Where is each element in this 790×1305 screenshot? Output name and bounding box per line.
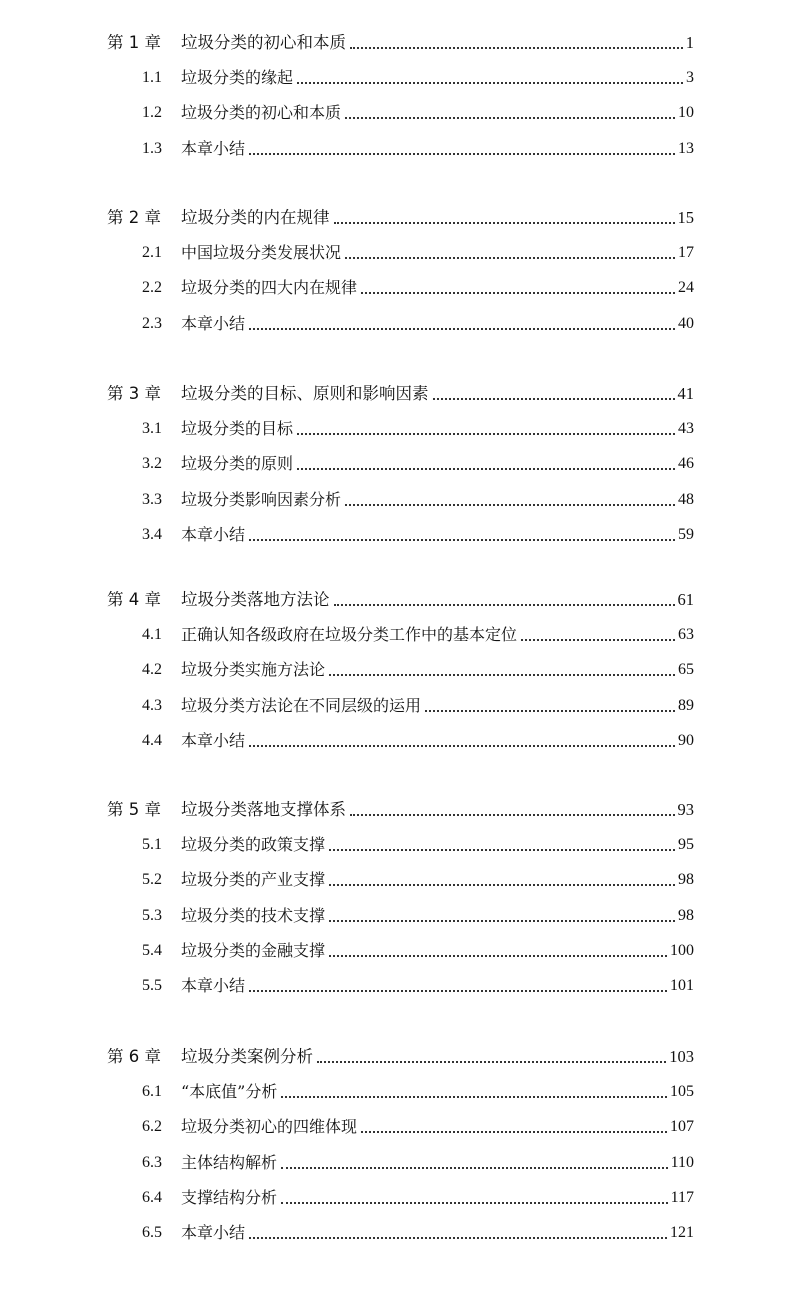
dot-leader: [345, 116, 675, 119]
dot-leader: [329, 954, 667, 957]
section-title: “本底值”分析: [181, 1082, 278, 1101]
section-number: 4.2: [142, 661, 162, 678]
dot-leader: [249, 744, 675, 747]
section-title: 垃圾分类的原则: [181, 454, 294, 473]
section-number: 3.1: [142, 420, 162, 437]
dot-leader: [345, 256, 675, 259]
chapter-number: 第 1 章: [107, 33, 161, 52]
section-number: 6.5: [142, 1224, 162, 1241]
toc-section-entry[interactable]: [0, 96, 790, 130]
toc-chapter-entry[interactable]: [0, 583, 790, 617]
dot-leader: [361, 291, 675, 294]
dot-leader: [425, 709, 675, 712]
page-number: 105: [670, 1083, 694, 1100]
section-title: 垃圾分类初心的四维体现: [181, 1117, 358, 1136]
section-title: 垃圾分类的产业支撑: [181, 870, 326, 889]
page-number: 65: [678, 661, 694, 678]
section-title: 垃圾分类的初心和本质: [181, 103, 342, 122]
section-number: 1.1: [142, 69, 162, 86]
chapter-number: 第 4 章: [107, 590, 161, 609]
dot-leader: [350, 46, 683, 49]
section-title: 垃圾分类的金融支撑: [181, 941, 326, 960]
dot-leader: [281, 1201, 668, 1204]
dot-leader: [329, 848, 675, 851]
dot-leader: [249, 152, 675, 155]
toc-section-entry[interactable]: [0, 61, 790, 95]
page-number: 100: [670, 942, 694, 959]
page-number: 59: [678, 526, 694, 543]
dot-leader: [297, 467, 675, 470]
toc-section-entry[interactable]: [0, 1216, 790, 1250]
page-number: 98: [678, 871, 694, 888]
section-title: 支撑结构分析: [181, 1188, 278, 1207]
section-number: 4.1: [142, 626, 162, 643]
dot-leader: [249, 989, 667, 992]
dot-leader: [281, 1166, 668, 1169]
section-number: 6.4: [142, 1189, 162, 1206]
page-number: 110: [670, 1154, 694, 1171]
dot-leader: [297, 81, 683, 84]
toc-section-entry[interactable]: [0, 236, 790, 270]
section-title: 垃圾分类的目标: [181, 419, 294, 438]
page-number: 107: [670, 1118, 694, 1135]
section-title: 本章小结: [181, 314, 246, 333]
dot-leader: [329, 919, 675, 922]
dot-leader: [334, 603, 675, 606]
page-number: 40: [678, 315, 694, 332]
section-number: 3.4: [142, 526, 162, 543]
page-number: 41: [677, 384, 694, 403]
page-number: 43: [678, 420, 694, 437]
chapter-title: 垃圾分类案例分析: [181, 1047, 313, 1066]
section-title: 垃圾分类的四大内在规律: [181, 278, 358, 297]
page-number: 101: [670, 977, 694, 994]
toc-section-entry[interactable]: [0, 618, 790, 652]
page-number: 1: [685, 33, 694, 52]
section-number: 2.3: [142, 315, 162, 332]
section-title: 本章小结: [181, 731, 246, 750]
section-title: 垃圾分类方法论在不同层级的运用: [181, 696, 422, 715]
page-number: 24: [678, 279, 694, 296]
toc-section-entry[interactable]: [0, 307, 790, 341]
dot-leader: [345, 503, 675, 506]
dot-leader: [521, 638, 675, 641]
page-number: 117: [670, 1189, 694, 1206]
section-number: 2.1: [142, 244, 162, 261]
toc-section-entry[interactable]: [0, 828, 790, 862]
section-number: 5.4: [142, 942, 162, 959]
toc-section-entry[interactable]: [0, 689, 790, 723]
dot-leader: [249, 538, 675, 541]
chapter-number: 第 5 章: [107, 800, 161, 819]
chapter-title: 垃圾分类的初心和本质: [181, 33, 346, 52]
page-number: 103: [669, 1047, 694, 1066]
toc-section-entry[interactable]: [0, 412, 790, 446]
dot-leader: [297, 432, 675, 435]
section-number: 6.2: [142, 1118, 162, 1135]
chapter-title: 垃圾分类落地方法论: [181, 590, 330, 609]
toc-chapter-entry[interactable]: [0, 1040, 790, 1074]
toc-chapter-entry[interactable]: [0, 26, 790, 60]
toc-section-entry[interactable]: [0, 724, 790, 758]
section-title: 本章小结: [181, 139, 246, 158]
dot-leader: [317, 1060, 666, 1063]
section-title: 垃圾分类的技术支撑: [181, 906, 326, 925]
toc-section-entry[interactable]: [0, 447, 790, 481]
toc-section-entry[interactable]: [0, 1075, 790, 1109]
toc-section-entry[interactable]: [0, 1181, 790, 1215]
section-number: 1.2: [142, 104, 162, 121]
section-number: 6.1: [142, 1083, 162, 1100]
chapter-title: 垃圾分类的目标、原则和影响因素: [181, 384, 429, 403]
page-number: 63: [678, 626, 694, 643]
toc-section-entry[interactable]: [0, 934, 790, 968]
toc-section-entry[interactable]: [0, 1110, 790, 1144]
dot-leader: [281, 1095, 667, 1098]
page-number: 15: [677, 208, 694, 227]
page-number: 48: [678, 491, 694, 508]
section-number: 1.3: [142, 140, 162, 157]
section-title: 中国垃圾分类发展状况: [181, 243, 342, 262]
section-number: 5.3: [142, 907, 162, 924]
section-number: 2.2: [142, 279, 162, 296]
section-number: 5.2: [142, 871, 162, 888]
section-title: 垃圾分类的缘起: [181, 68, 294, 87]
chapter-number: 第 6 章: [107, 1047, 161, 1066]
chapter-number: 第 3 章: [107, 384, 161, 403]
dot-leader: [361, 1130, 667, 1133]
section-title: 本章小结: [181, 976, 246, 995]
toc-section-entry[interactable]: [0, 899, 790, 933]
page-number: 93: [677, 800, 694, 819]
section-number: 5.1: [142, 836, 162, 853]
chapter-number: 第 2 章: [107, 208, 161, 227]
section-title: 正确认知各级政府在垃圾分类工作中的基本定位: [181, 625, 518, 644]
section-title: 垃圾分类影响因素分析: [181, 490, 342, 509]
chapter-title: 垃圾分类落地支撑体系: [181, 800, 346, 819]
page-number: 95: [678, 836, 694, 853]
section-title: 本章小结: [181, 1223, 246, 1242]
section-number: 4.3: [142, 697, 162, 714]
page-number: 46: [678, 455, 694, 472]
page-number: 98: [678, 907, 694, 924]
dot-leader: [329, 883, 675, 886]
page-number: 3: [686, 69, 694, 86]
section-number: 5.5: [142, 977, 162, 994]
page-number: 13: [678, 140, 694, 157]
page-number: 10: [678, 104, 694, 121]
section-number: 3.3: [142, 491, 162, 508]
section-title: 垃圾分类的政策支撑: [181, 835, 326, 854]
section-title: 垃圾分类实施方法论: [181, 660, 326, 679]
page-number: 89: [678, 697, 694, 714]
toc-section-entry[interactable]: [0, 483, 790, 517]
toc-section-entry[interactable]: [0, 271, 790, 305]
toc-chapter-entry[interactable]: [0, 793, 790, 827]
toc-section-entry[interactable]: [0, 1146, 790, 1180]
dot-leader: [249, 327, 675, 330]
section-number: 4.4: [142, 732, 162, 749]
page-number: 121: [670, 1224, 694, 1241]
dot-leader: [334, 221, 675, 224]
dot-leader: [249, 1236, 667, 1239]
chapter-title: 垃圾分类的内在规律: [181, 208, 330, 227]
toc-section-entry[interactable]: [0, 132, 790, 166]
dot-leader: [329, 673, 675, 676]
page-number: 17: [678, 244, 694, 261]
toc-section-entry[interactable]: [0, 863, 790, 897]
toc-chapter-entry[interactable]: [0, 377, 790, 411]
section-number: 6.3: [142, 1154, 162, 1171]
toc-section-entry[interactable]: [0, 969, 790, 1003]
section-title: 主体结构解析: [181, 1153, 278, 1172]
dot-leader: [350, 813, 675, 816]
section-number: 3.2: [142, 455, 162, 472]
section-title: 本章小结: [181, 525, 246, 544]
page-number: 61: [677, 590, 694, 609]
page-number: 90: [678, 732, 694, 749]
toc-chapter-entry[interactable]: [0, 201, 790, 235]
dot-leader: [433, 397, 675, 400]
toc-section-entry[interactable]: [0, 653, 790, 687]
toc-section-entry[interactable]: [0, 518, 790, 552]
